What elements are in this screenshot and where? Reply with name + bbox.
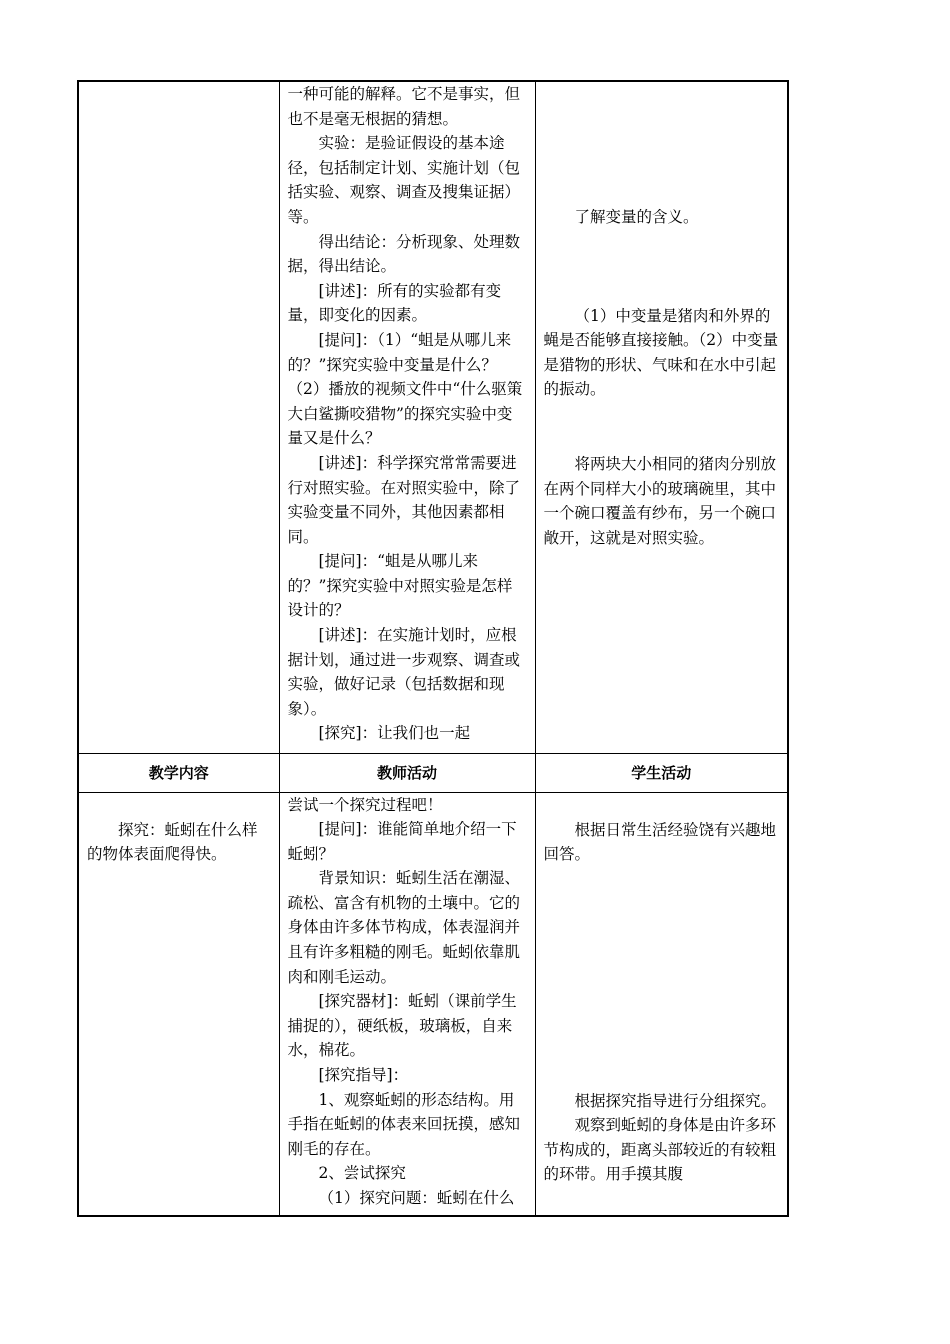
teacher-paragraph: 尝试一个探究过程吧！ (287, 795, 443, 814)
teacher-paragraph: [讲述]：科学探究常常需要进行对照实验。在对照实验中，除了实验变量不同外，其他因素都相同。 (287, 453, 521, 546)
table-row (78, 792, 788, 1216)
teacher-paragraph: [提问]：谁能简单地介绍一下蚯蚓？ (287, 820, 517, 863)
teacher-paragraph: （1）探究问题：蚯蚓在什么 (318, 1189, 515, 1207)
header-student-activity: 学生活动 (535, 753, 788, 792)
teacher-activity-cell (279, 81, 535, 753)
table-header-row (78, 753, 788, 792)
teacher-paragraph: [探究器材]：蚯蚓（课前学生捕捉的），硬纸板，玻璃板，自来水，棉花。 (287, 992, 517, 1060)
student-activity-text (536, 793, 788, 1188)
teacher-paragraph: 实验：是验证假设的基本途径，包括制定计划、实施计划（包括实验、观察、调查及搜集证据）等。 (287, 134, 521, 226)
teacher-paragraph: [探究指导]： (318, 1066, 409, 1085)
student-paragraph: 观察到蚯蚓的身体是由许多环节构成的，距离头部较近的有较粗的环带。用手摸其腹 (543, 1116, 777, 1184)
teacher-paragraph: [提问]：“蛆是从哪儿来的？”探究实验中对照实验是怎样设计的？ (287, 552, 513, 620)
teacher-paragraph: 1、观察蚯蚓的形态结构。用手指在蚯蚓的体表来回抚摸，感知刚毛的存在。 (287, 1090, 521, 1158)
teacher-paragraph: [探究]：让我们也一起 (318, 724, 471, 743)
student-paragraph: （1）中变量是猪肉和外界的蝇是否能够直接接触。（2）中变量是猎物的形状、气味和在水中引起的振动。 (543, 306, 779, 399)
student-paragraph: 将两块大小相同的猪肉分别放在两个同样大小的玻璃碗里，其中一个碗口覆盖有纱布，另一个碗口敞开，这就是对照实验。 (543, 454, 777, 547)
lesson-plan-table (77, 80, 789, 1217)
student-paragraph: 根据探究指导进行分组探究。 (574, 1091, 777, 1110)
student-paragraph: 根据日常生活经验饶有兴趣地回答。 (543, 820, 777, 864)
teacher-paragraph: [讲述]：在实施计划时，应根据计划，通过进一步观察、调查或实验，做好记录（包括数据和现象）。 (287, 626, 521, 718)
header-teaching-content: 教学内容 (78, 753, 279, 792)
teacher-paragraph: 2、尝试探究 (318, 1164, 406, 1183)
teacher-activity-text (280, 82, 535, 746)
student-activity-cell (535, 792, 788, 1216)
teacher-paragraph: [提问]：（1）“蛆是从哪儿来的？”探究实验中变量是什么？（2）播放的视频文件中“什么驱策大白鲨撕咬猎物”的探究实验中变量又是什么？ (287, 330, 523, 448)
content-paragraph: 探究：蚯蚓在什么样的物体表面爬得快。 (87, 820, 258, 864)
teacher-paragraph: [讲述]：所有的实验都有变量，即变化的因素。 (287, 281, 502, 325)
teacher-paragraph: 一种可能的解释。它不是事实，但也不是毫无根据的猜想。 (287, 85, 521, 128)
teaching-content-text (79, 793, 279, 867)
teacher-paragraph: 得出结论：分析现象、处理数据，得出结论。 (287, 232, 521, 276)
teacher-activity-cell (279, 792, 535, 1216)
teacher-activity-text (280, 793, 535, 1211)
student-paragraph: 了解变量的含义。 (574, 208, 699, 226)
student-activity-cell (535, 81, 788, 753)
content-cell (78, 81, 279, 753)
teacher-paragraph: 背景知识：蚯蚓生活在潮湿、疏松、富含有机物的土壤中。它的身体由许多体节构成，体表湿润并且有许多粗糙的刚毛。蚯蚓依靠肌肉和刚毛运动。 (287, 869, 521, 986)
header-teacher-activity: 教师活动 (279, 753, 535, 792)
table-row (78, 81, 788, 753)
student-activity-text (536, 82, 788, 550)
content-cell (78, 792, 279, 1216)
